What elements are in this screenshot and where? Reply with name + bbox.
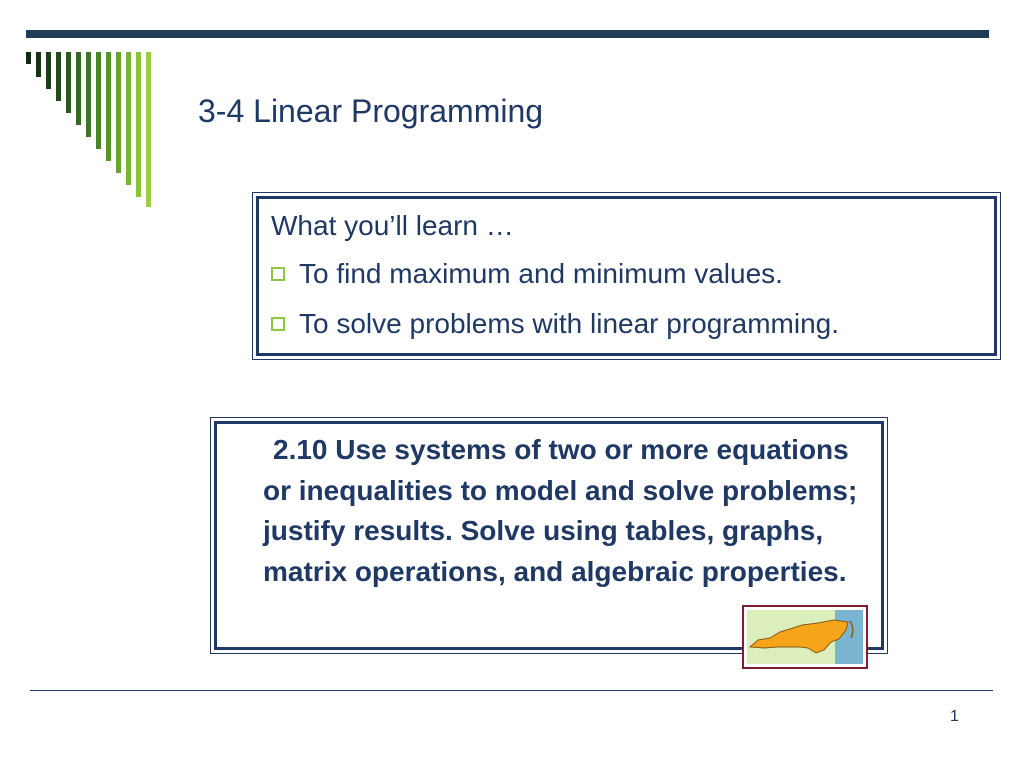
stripe-1 [26, 52, 31, 64]
stripe-9 [106, 52, 111, 161]
decorative-stripes [26, 52, 166, 207]
stripe-8 [96, 52, 101, 149]
stripe-7 [86, 52, 91, 137]
objective-text: To find maximum and minimum values. [299, 258, 783, 289]
stripe-2 [36, 52, 41, 77]
footer-divider [30, 690, 993, 691]
north-carolina-map-icon [742, 605, 868, 669]
stripe-13 [146, 52, 151, 207]
hollow-square-bullet-icon [271, 267, 285, 281]
top-bar [26, 30, 989, 38]
stripe-3 [46, 52, 51, 89]
learning-objectives-heading: What you’ll learn … [271, 210, 514, 241]
stripe-6 [76, 52, 81, 125]
learning-objectives-box [252, 192, 1001, 360]
page-number: 1 [950, 708, 959, 725]
stripe-10 [116, 52, 121, 173]
objective-item [271, 307, 982, 341]
standard-text: 2.10 Use systems of two or more equations or inequalities to model and solve problems; justify results. Solve using tables, graphs, matrix operations, and algebraic properties. [263, 434, 858, 587]
stripe-5 [66, 52, 71, 113]
learning-objectives-inner [256, 196, 997, 356]
page-title: 3-4 Linear Programming [198, 93, 544, 129]
objective-text: To solve problems with linear programming. [299, 308, 839, 339]
hollow-square-bullet-icon [271, 317, 285, 331]
stripe-11 [126, 52, 131, 185]
objective-item [271, 257, 982, 291]
stripe-4 [56, 52, 61, 101]
stripe-12 [136, 52, 141, 197]
